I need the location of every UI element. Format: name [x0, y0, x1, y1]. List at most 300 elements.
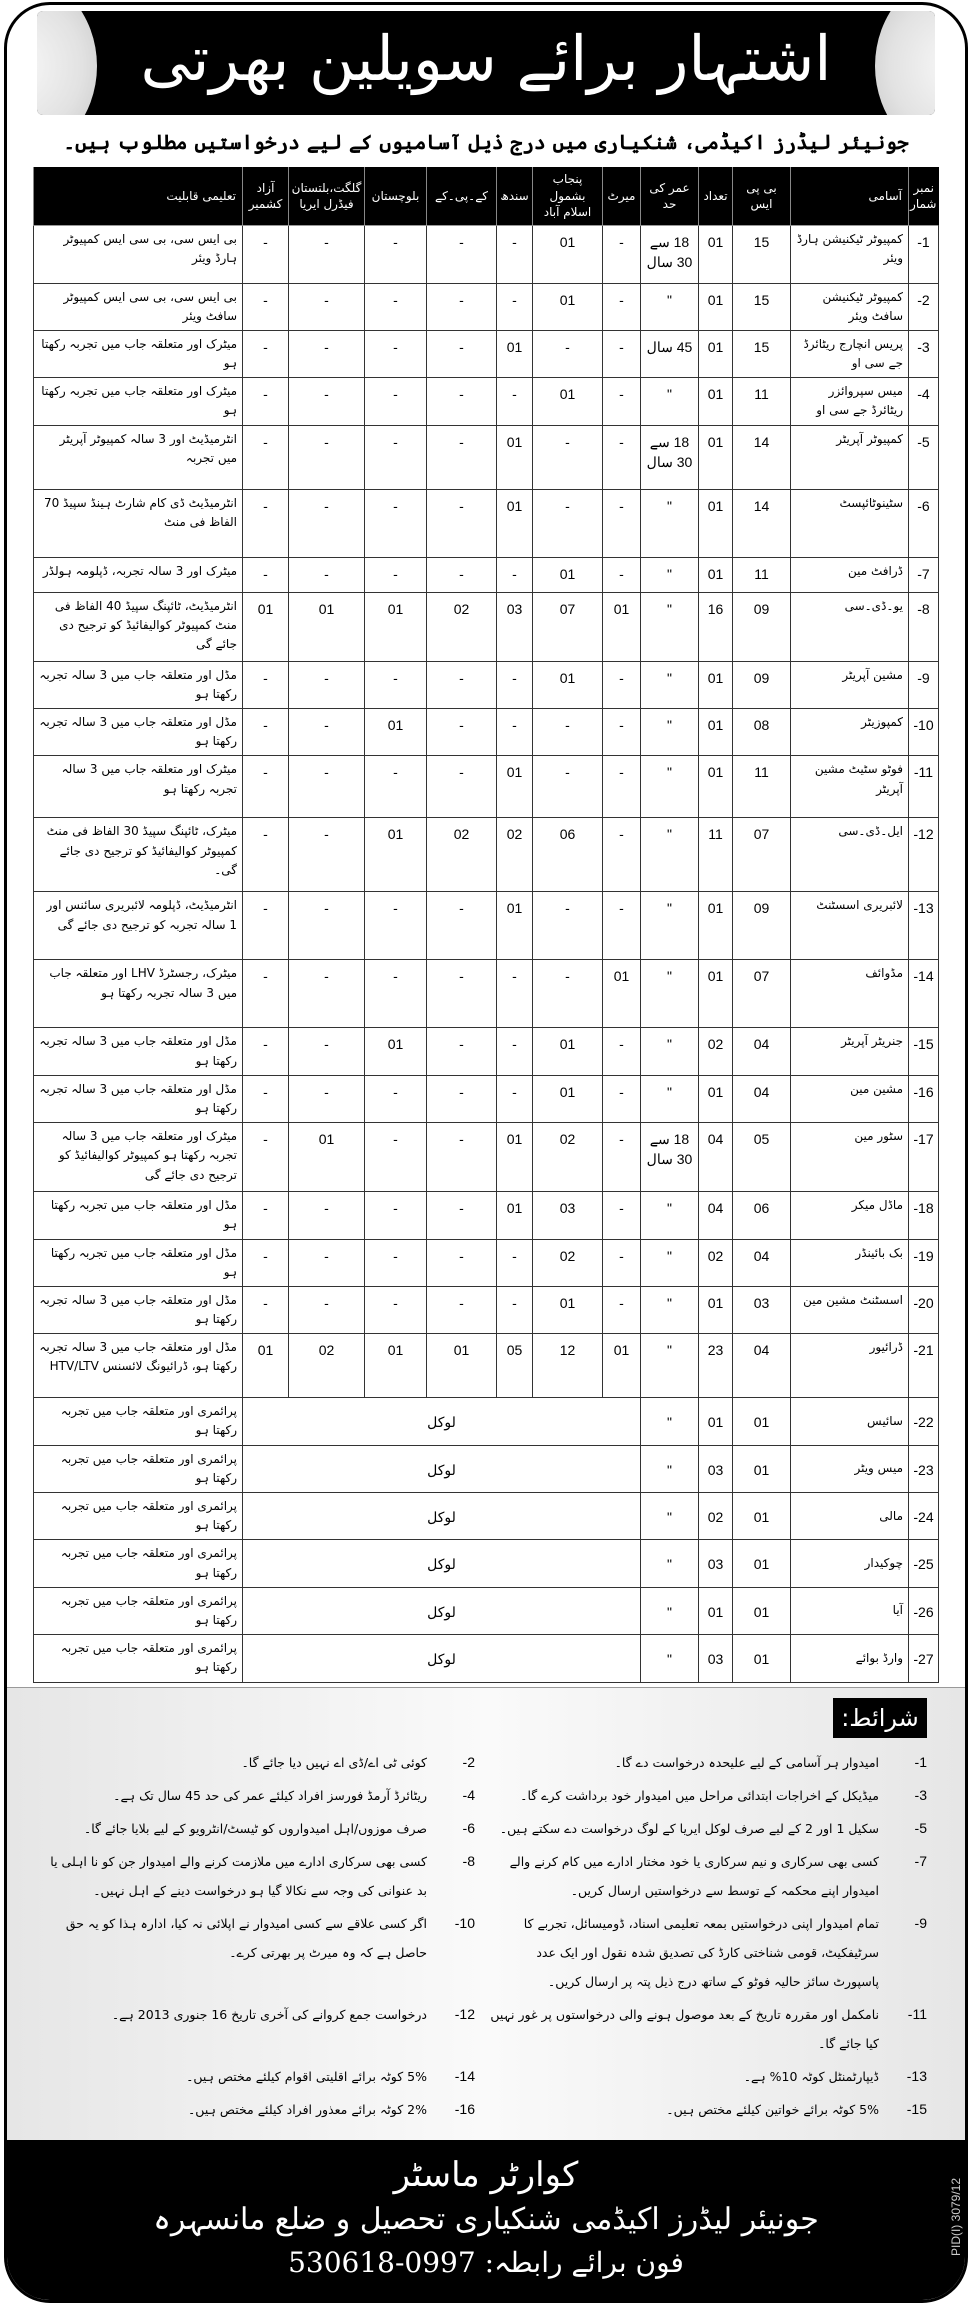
- cell-post: میس سپروائزر ریٹائرڈ جے سی او: [791, 378, 909, 425]
- cell-ajk: -: [243, 756, 289, 818]
- table-row: [34, 1445, 939, 1492]
- cell-no: -14: [909, 960, 939, 1028]
- cell-post: کمپیوٹر ٹیکنیشن سافٹ ویئر: [791, 283, 909, 330]
- cell-qual: مڈل اور متعلقہ جاب میں 3 سالہ تجربہ رکھتا ہو: [34, 661, 243, 708]
- cell-kpk: -: [427, 756, 497, 818]
- cell-no: -7: [909, 557, 939, 592]
- cell-count: 03: [699, 1635, 733, 1682]
- cell-ajk: -: [243, 225, 289, 283]
- cell-post: فوٹو سٹیٹ مشین آپریٹر: [791, 756, 909, 818]
- cell-age: ": [641, 1286, 699, 1333]
- table-row: [34, 489, 939, 557]
- condition-text: میڈیکل کے اخراجات ابتدائی مراحل میں امیدوار خود برداشت کرے گا۔: [520, 1787, 879, 1803]
- cell-punjab: 01: [533, 1028, 603, 1075]
- cell-no: -19: [909, 1239, 939, 1286]
- table-row: [34, 892, 939, 960]
- cell-gb: -: [289, 960, 365, 1028]
- cell-baloch: -: [365, 892, 427, 960]
- cell-gb: -: [289, 425, 365, 489]
- cell-count: 04: [699, 1192, 733, 1239]
- cell-qual: پرائمری اور متعلقہ جاب میں تجربہ رکھتا ہو: [34, 1445, 243, 1492]
- cell-age: ": [641, 1192, 699, 1239]
- cell-qual: پرائمری اور متعلقہ جاب میں تجربہ رکھتا ہو: [34, 1587, 243, 1634]
- cell-bps: 11: [733, 378, 791, 425]
- cell-merit: -: [603, 892, 641, 960]
- cell-post: ماڈل میکر: [791, 1192, 909, 1239]
- cell-bps: 06: [733, 1192, 791, 1239]
- cell-sindh: 02: [497, 818, 533, 892]
- cell-post: آیا: [791, 1587, 909, 1634]
- cell-no: -2: [909, 283, 939, 330]
- cell-gb: -: [289, 330, 365, 377]
- cell-bps: 11: [733, 557, 791, 592]
- cell-local: لوکل: [243, 1398, 641, 1445]
- cell-gb: -: [289, 1028, 365, 1075]
- condition-number: -15: [906, 2100, 927, 2117]
- condition-text: سکیل 1 اور 2 کے لیے صرف لوکل ایریا کے لوگ درخواست دے سکتے ہیں۔: [499, 1820, 879, 1836]
- cell-count: 01: [699, 756, 733, 818]
- cell-bps: 04: [733, 1334, 791, 1398]
- table-row: [34, 756, 939, 818]
- cell-count: 11: [699, 818, 733, 892]
- condition-text: امیدوار ہر آسامی کے لیے علیحدہ درخواست دے گا۔: [614, 1754, 879, 1770]
- cell-qual: پرائمری اور متعلقہ جاب میں تجربہ رکھتا ہو: [34, 1540, 243, 1587]
- cell-count: 04: [699, 1123, 733, 1192]
- cell-baloch: 01: [365, 592, 427, 661]
- cell-qual: مڈل اور متعلقہ جاب میں تجربہ رکھتا ہو: [34, 1239, 243, 1286]
- col-merit: میرٹ: [603, 167, 641, 225]
- cell-gb: -: [289, 892, 365, 960]
- cell-post: کمپیوٹر ٹیکنیشن ہارڈ ویئر: [791, 225, 909, 283]
- cell-baloch: -: [365, 1123, 427, 1192]
- cell-baloch: 01: [365, 1334, 427, 1398]
- cell-baloch: -: [365, 1239, 427, 1286]
- cell-baloch: -: [365, 378, 427, 425]
- cell-post: چوکیدار: [791, 1540, 909, 1587]
- cell-kpk: -: [427, 1075, 497, 1122]
- table-row: [34, 1286, 939, 1333]
- cell-merit: -: [603, 1075, 641, 1122]
- cell-kpk: 02: [427, 592, 497, 661]
- cell-sindh: 01: [497, 489, 533, 557]
- condition-item: [489, 2062, 927, 2091]
- cell-kpk: 02: [427, 818, 497, 892]
- cell-qual: انٹرمیڈیٹ ڈی کام شارٹ ہینڈ سپیڈ 70 الفاظ فی منٹ: [34, 489, 243, 557]
- cell-no: -10: [909, 709, 939, 756]
- cell-age: ": [641, 1334, 699, 1398]
- cell-post: جنریٹر آپریٹر: [791, 1028, 909, 1075]
- cell-age: 18 سے 30 سال: [641, 1123, 699, 1192]
- cell-ajk: -: [243, 489, 289, 557]
- cell-gb: -: [289, 557, 365, 592]
- cell-count: 01: [699, 283, 733, 330]
- cell-sindh: 01: [497, 330, 533, 377]
- cell-count: 01: [699, 225, 733, 283]
- cell-bps: 15: [733, 283, 791, 330]
- cell-merit: -: [603, 283, 641, 330]
- cell-ajk: -: [243, 1075, 289, 1122]
- cell-merit: -: [603, 225, 641, 283]
- condition-text: تمام امیدوار اپنی درخواستیں بمعہ تعلیمی اسناد، ڈومیسائل، تجربے کا سرٹیفکیٹ، قومی شناختی کارڈ کی تصدیق شدہ نقول اور ایک عدد پاسپورٹ سائز حالیہ فوٹو کے ساتھ درج ذیل پتہ پر ارسال کریں۔: [523, 1915, 879, 1989]
- cell-kpk: -: [427, 378, 497, 425]
- cell-count: 03: [699, 1540, 733, 1587]
- cell-bps: 09: [733, 592, 791, 661]
- condition-text: 5% کوٹہ برائے خواتین کیلئے مختص ہیں۔: [666, 2101, 879, 2117]
- condition-item: [489, 1781, 927, 1810]
- cell-age: ": [641, 818, 699, 892]
- cell-bps: 08: [733, 709, 791, 756]
- condition-item: [37, 1909, 475, 1996]
- cell-count: 01: [699, 892, 733, 960]
- cell-sindh: -: [497, 661, 533, 708]
- table-row: [34, 378, 939, 425]
- cell-no: -21: [909, 1334, 939, 1398]
- cell-gb: 02: [289, 1334, 365, 1398]
- cell-age: ": [641, 661, 699, 708]
- condition-item: [37, 1847, 475, 1905]
- cell-post: سائیس: [791, 1398, 909, 1445]
- condition-number: -9: [914, 1914, 927, 1931]
- cell-ajk: -: [243, 283, 289, 330]
- cell-age: ": [641, 892, 699, 960]
- condition-item: [489, 1814, 927, 1843]
- cell-sindh: 01: [497, 425, 533, 489]
- condition-number: -3: [914, 1786, 927, 1803]
- condition-item: [489, 1909, 927, 1996]
- cell-punjab: 02: [533, 1123, 603, 1192]
- cell-sindh: -: [497, 378, 533, 425]
- cell-bps: 11: [733, 756, 791, 818]
- condition-number: -16: [454, 2100, 475, 2117]
- address: جونیئر لیڈرز اکیڈمی شنکیاری تحصیل و ضلع مانسہرہ: [153, 2201, 819, 2237]
- cell-gb: -: [289, 1192, 365, 1239]
- cell-count: 01: [699, 709, 733, 756]
- title-band: [37, 11, 935, 115]
- cell-post: بک بائینڈر: [791, 1239, 909, 1286]
- cell-baloch: -: [365, 425, 427, 489]
- cell-age: ": [641, 709, 699, 756]
- cell-no: -11: [909, 756, 939, 818]
- cell-punjab: -: [533, 892, 603, 960]
- cell-ajk: 01: [243, 592, 289, 661]
- cell-baloch: -: [365, 756, 427, 818]
- cell-sindh: 01: [497, 1192, 533, 1239]
- cell-ajk: -: [243, 1028, 289, 1075]
- col-balochistan: بلوچستان: [365, 167, 427, 225]
- cell-ajk: -: [243, 557, 289, 592]
- cell-age: ": [641, 1445, 699, 1492]
- col-qualification: تعلیمی قابلیت: [34, 167, 243, 225]
- cell-merit: -: [603, 1192, 641, 1239]
- table-row: [34, 1540, 939, 1587]
- cell-punjab: -: [533, 330, 603, 377]
- condition-number: -2: [462, 1753, 475, 1770]
- cell-sindh: -: [497, 1286, 533, 1333]
- cell-merit: -: [603, 709, 641, 756]
- table-row: [34, 330, 939, 377]
- cell-punjab: 01: [533, 1075, 603, 1122]
- col-punjab: پنجاب بشمول اسلام آباد: [533, 167, 603, 225]
- cell-no: -22: [909, 1398, 939, 1445]
- condition-item: [37, 2000, 475, 2058]
- cell-qual: پرائمری اور متعلقہ جاب میں تجربہ رکھتا ہو: [34, 1493, 243, 1540]
- cell-age: ": [641, 1635, 699, 1682]
- table-row: [34, 1192, 939, 1239]
- cell-count: 01: [699, 378, 733, 425]
- cell-kpk: -: [427, 1028, 497, 1075]
- cell-age: ": [641, 592, 699, 661]
- cell-count: 01: [699, 1398, 733, 1445]
- cell-sindh: -: [497, 1075, 533, 1122]
- cell-count: 01: [699, 425, 733, 489]
- cell-bps: 04: [733, 1239, 791, 1286]
- condition-text: 2% کوٹہ برائے معذور افراد کیلئے مختص ہیں۔: [187, 2101, 427, 2117]
- cell-merit: -: [603, 1286, 641, 1333]
- cell-qual: انٹرمیڈیٹ، ڈپلومہ لائبریری سائنس اور 1 سالہ تجربہ کو ترجیح دی جائے گی: [34, 892, 243, 960]
- cell-post: یو۔ڈی۔سی: [791, 592, 909, 661]
- cell-bps: 01: [733, 1540, 791, 1587]
- cell-merit: -: [603, 661, 641, 708]
- cell-baloch: -: [365, 330, 427, 377]
- col-sindh: سندھ: [497, 167, 533, 225]
- cell-gb: -: [289, 661, 365, 708]
- cell-age: ": [641, 489, 699, 557]
- cell-punjab: 07: [533, 592, 603, 661]
- cell-bps: 04: [733, 1028, 791, 1075]
- cell-ajk: -: [243, 1123, 289, 1192]
- col-kpk: کے۔پی۔کے: [427, 167, 497, 225]
- cell-no: -24: [909, 1493, 939, 1540]
- condition-number: -14: [454, 2067, 475, 2084]
- col-age: عمر کی حد: [641, 167, 699, 225]
- cell-bps: 15: [733, 225, 791, 283]
- table-container: [33, 167, 939, 1683]
- table-row: [34, 1028, 939, 1075]
- cell-sindh: 01: [497, 892, 533, 960]
- cell-qual: میٹرک اور متعلقہ جاب میں تجربہ رکھتا ہو: [34, 330, 243, 377]
- cell-baloch: -: [365, 1075, 427, 1122]
- cell-bps: 14: [733, 489, 791, 557]
- condition-text: 5% کوٹہ برائے اقلیتی اقوام کیلئے مختص ہیں۔: [186, 2068, 427, 2084]
- cell-punjab: -: [533, 489, 603, 557]
- cell-gb: -: [289, 1239, 365, 1286]
- cell-merit: -: [603, 756, 641, 818]
- cell-age: ": [641, 283, 699, 330]
- cell-merit: -: [603, 557, 641, 592]
- cell-bps: 07: [733, 960, 791, 1028]
- cell-bps: 09: [733, 661, 791, 708]
- cell-baloch: 01: [365, 1028, 427, 1075]
- cell-bps: 01: [733, 1635, 791, 1682]
- cell-bps: 01: [733, 1587, 791, 1634]
- cell-gb: -: [289, 225, 365, 283]
- cell-gb: 01: [289, 1123, 365, 1192]
- cell-post: اسسٹنٹ مشین مین: [791, 1286, 909, 1333]
- cell-age: ": [641, 1398, 699, 1445]
- cell-count: 01: [699, 1286, 733, 1333]
- cell-merit: -: [603, 1239, 641, 1286]
- cell-ajk: -: [243, 1192, 289, 1239]
- cell-punjab: 01: [533, 283, 603, 330]
- cell-merit: -: [603, 378, 641, 425]
- table-row: [34, 1334, 939, 1398]
- cell-baloch: -: [365, 661, 427, 708]
- table-row: [34, 1239, 939, 1286]
- cell-baloch: 01: [365, 709, 427, 756]
- footer: [7, 2140, 965, 2300]
- cell-no: -8: [909, 592, 939, 661]
- table-row: [34, 661, 939, 708]
- cell-kpk: -: [427, 225, 497, 283]
- cell-bps: 15: [733, 330, 791, 377]
- cell-age: 45 سال: [641, 330, 699, 377]
- cell-punjab: 01: [533, 1286, 603, 1333]
- cell-qual: مڈل اور متعلقہ جاب میں 3 سالہ تجربہ رکھتا ہو: [34, 709, 243, 756]
- cell-age: ": [641, 557, 699, 592]
- pid-number: PID(I) 3079/12: [948, 2177, 963, 2256]
- cell-qual: بی ایس سی، بی سی ایس کمپیوٹر سافٹ ویئر: [34, 283, 243, 330]
- cell-kpk: -: [427, 709, 497, 756]
- cell-no: -17: [909, 1123, 939, 1192]
- table-row: [34, 425, 939, 489]
- cell-kpk: -: [427, 330, 497, 377]
- cell-punjab: -: [533, 756, 603, 818]
- cell-merit: -: [603, 818, 641, 892]
- cell-post: سٹور مین: [791, 1123, 909, 1192]
- cell-age: ": [641, 960, 699, 1028]
- cell-merit: 01: [603, 960, 641, 1028]
- cell-qual: پرائمری اور متعلقہ جاب میں تجربہ رکھتا ہو: [34, 1635, 243, 1682]
- table-row: [34, 225, 939, 283]
- condition-text: نامکمل اور مقررہ تاریخ کے بعد موصول ہونے والی درخواستوں پر غور نہیں کیا جائے گا۔: [490, 2006, 879, 2051]
- table-row: [34, 1398, 939, 1445]
- cell-no: -25: [909, 1540, 939, 1587]
- cell-post: کمپوزیٹر: [791, 709, 909, 756]
- cell-sindh: -: [497, 1239, 533, 1286]
- condition-number: -4: [462, 1786, 475, 1803]
- condition-item: [37, 1748, 475, 1777]
- cell-merit: 01: [603, 592, 641, 661]
- cell-no: -5: [909, 425, 939, 489]
- condition-item: [489, 1748, 927, 1777]
- cell-ajk: -: [243, 661, 289, 708]
- table-row: [34, 1123, 939, 1192]
- cell-sindh: 01: [497, 756, 533, 818]
- cell-no: -12: [909, 818, 939, 892]
- cell-count: 01: [699, 330, 733, 377]
- cell-punjab: 06: [533, 818, 603, 892]
- col-gilgit-baltistan: گلگت،بلتستان فیڈرل ایریا: [289, 167, 365, 225]
- condition-text: کسی بھی سرکاری و نیم سرکاری یا خود مختار ادارے میں کام کرنے والے امیدوار اپنے محکمہ کے توسط سے درخواستیں ارسال کریں۔: [509, 1853, 879, 1898]
- subtitle: جونیئر لیڈرز اکیڈمی، شنکیاری میں درج ذیل آسامیوں کے لیے درخواستیں مطلوب ہیں۔: [63, 130, 909, 154]
- cell-no: -16: [909, 1075, 939, 1122]
- cell-local: لوکل: [243, 1635, 641, 1682]
- cell-ajk: -: [243, 1239, 289, 1286]
- vacancies-table: [33, 167, 939, 1683]
- condition-number: -5: [914, 1819, 927, 1836]
- cell-ajk: -: [243, 1286, 289, 1333]
- cell-kpk: -: [427, 489, 497, 557]
- cell-bps: 07: [733, 818, 791, 892]
- cell-qual: میٹرک اور متعلقہ جاب میں 3 سالہ تجربہ رکھتا ہو: [34, 756, 243, 818]
- cell-merit: -: [603, 1028, 641, 1075]
- cell-qual: پرائمری اور متعلقہ جاب میں تجربہ رکھتا ہو: [34, 1398, 243, 1445]
- table-row: [34, 960, 939, 1028]
- cell-kpk: -: [427, 1239, 497, 1286]
- condition-item: [37, 2062, 475, 2091]
- cell-gb: -: [289, 1286, 365, 1333]
- condition-item: [489, 2000, 927, 2058]
- cell-qual: انٹرمیڈیٹ اور 3 سالہ کمپیوٹر آپریٹر میں تجربہ: [34, 425, 243, 489]
- cell-kpk: -: [427, 557, 497, 592]
- cell-kpk: -: [427, 1286, 497, 1333]
- conditions-section: [7, 1687, 965, 2140]
- cell-no: -18: [909, 1192, 939, 1239]
- table-row: [34, 1075, 939, 1122]
- cell-qual: مڈل اور متعلقہ جاب میں 3 سالہ تجربہ رکھتا ہو، ڈرائیونگ لائسنس HTV/LTV: [34, 1334, 243, 1398]
- cell-kpk: -: [427, 1123, 497, 1192]
- col-no: نمبر شمار: [909, 167, 939, 225]
- cell-merit: -: [603, 1123, 641, 1192]
- cell-sindh: -: [497, 283, 533, 330]
- condition-number: -8: [462, 1852, 475, 1869]
- cell-no: -23: [909, 1445, 939, 1492]
- cell-no: -1: [909, 225, 939, 283]
- cell-post: ایل۔ڈی۔سی: [791, 818, 909, 892]
- cell-no: -20: [909, 1286, 939, 1333]
- cell-ajk: -: [243, 892, 289, 960]
- condition-text: اگر کسی علاقے سے کسی امیدوار نے اپلائی نہ کیا، ادارہ ہذا کو یہ حق حاصل ہے کہ وہ میرٹ پر بھرتی کرے۔: [65, 1915, 427, 1960]
- cell-ajk: -: [243, 425, 289, 489]
- condition-number: -13: [906, 2067, 927, 2084]
- cell-age: ": [641, 1587, 699, 1634]
- cell-kpk: 01: [427, 1334, 497, 1398]
- cell-kpk: -: [427, 892, 497, 960]
- cell-post: پریس انچارج ریٹائرڈ جے سی او: [791, 330, 909, 377]
- cell-gb: -: [289, 709, 365, 756]
- cell-baloch: -: [365, 1192, 427, 1239]
- cell-count: 02: [699, 1493, 733, 1540]
- table-header: [34, 167, 939, 225]
- conditions-heading: شرائط:: [833, 1698, 927, 1738]
- cell-count: 02: [699, 1028, 733, 1075]
- col-count: تعداد: [699, 167, 733, 225]
- cell-no: -9: [909, 661, 939, 708]
- condition-text: درخواست جمع کروانے کی آخری تاریخ 16 جنوری 2013 ہے۔: [111, 2006, 427, 2022]
- condition-item: [37, 1814, 475, 1843]
- cell-age: ": [641, 756, 699, 818]
- table-row: [34, 592, 939, 661]
- cell-ajk: -: [243, 330, 289, 377]
- cell-baloch: -: [365, 960, 427, 1028]
- condition-item: [489, 2095, 927, 2124]
- cell-no: -4: [909, 378, 939, 425]
- condition-text: کسی بھی سرکاری ادارے میں ملازمت کرنے والے امیدوار جن کو نا اہلی یا بد عنوانی کی وجہ سے نکالا گیا ہو درخواست دینے کے اہل نہیں۔: [50, 1853, 427, 1898]
- cell-age: ": [641, 1239, 699, 1286]
- cell-post: ڈرائیور: [791, 1334, 909, 1398]
- cell-count: 16: [699, 592, 733, 661]
- cell-ajk: -: [243, 818, 289, 892]
- cell-punjab: 02: [533, 1239, 603, 1286]
- cell-bps: 04: [733, 1075, 791, 1122]
- cell-baloch: -: [365, 489, 427, 557]
- cell-count: 01: [699, 557, 733, 592]
- cell-ajk: -: [243, 378, 289, 425]
- cell-kpk: -: [427, 960, 497, 1028]
- condition-text: ڈیپارٹمنٹل کوٹہ 10% ہے۔: [743, 2068, 879, 2084]
- cell-qual: میٹرک اور متعلقہ جاب میں 3 سالہ تجربہ رکھتا ہو کمپیوٹر کوالیفائیڈ کو ترجیح دی جائے گی: [34, 1123, 243, 1192]
- cell-kpk: -: [427, 661, 497, 708]
